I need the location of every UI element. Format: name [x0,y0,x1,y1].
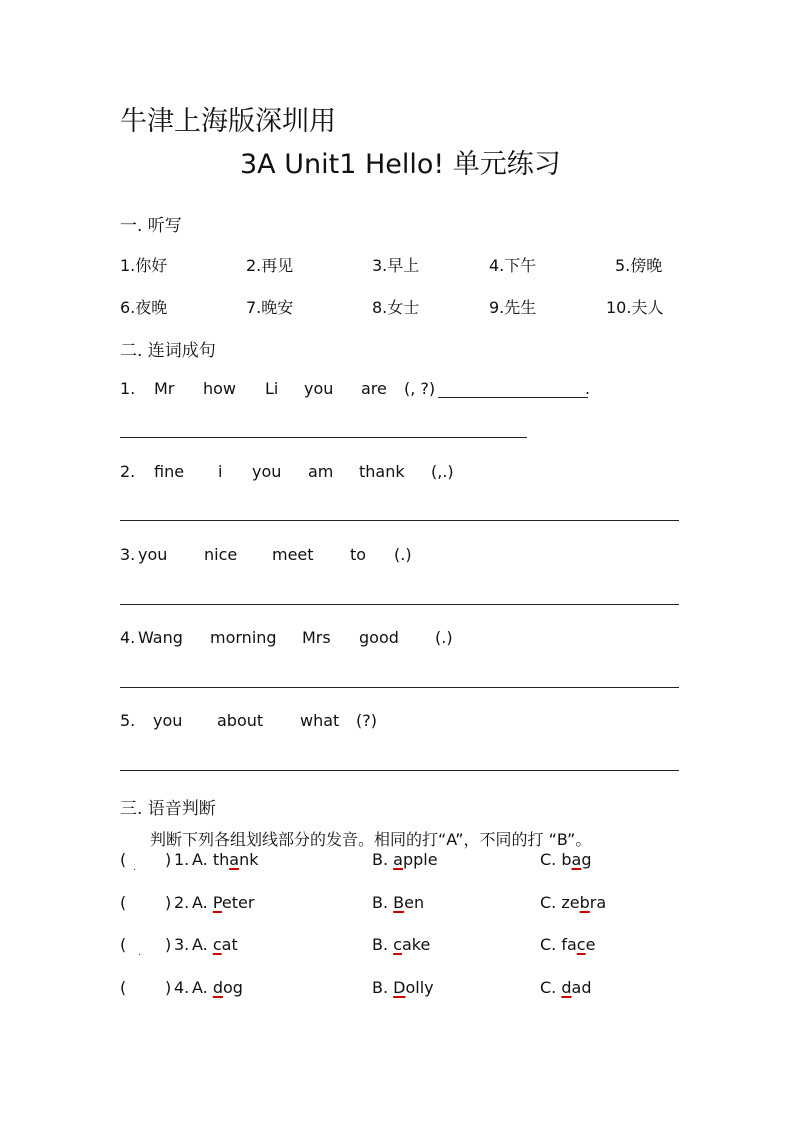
scrambled-word: nice [204,545,238,564]
scrambled-word: good [359,628,399,647]
punctuation-hint: (.) [394,545,412,564]
underlined-letter: d [561,978,572,997]
question-number: 3. [120,545,136,564]
answer-paren-open: ( [120,850,127,869]
underlined-letter: D [393,978,406,997]
punctuation-hint: (.) [435,628,453,647]
section2-heading: 二. 连词成句 [120,341,216,361]
scrambled-word: morning [210,628,277,647]
phonics-question-number: 2. [174,893,190,912]
question-number: 5. [120,711,136,730]
scrambled-word: you [138,545,168,564]
scrambled-word: meet [272,545,314,564]
option-b: B. Ben [372,893,425,912]
section3-instruction: 判断下列各组划线部分的发音。相同的打“A”，不同的打 “B”。 [150,830,592,849]
option-c: C. dad [540,978,592,997]
phonics-question-number: 3. [174,935,190,954]
answer-line[interactable] [120,604,679,605]
dictation-item: 6.夜晚 [120,298,168,317]
worksheet-title-publisher: 牛津上海版深圳用 [120,106,336,137]
underlined-letter: b [579,893,590,912]
option-b: B. cake [372,935,431,954]
scrambled-word: Li [265,379,279,398]
answer-line[interactable] [438,397,588,398]
dictation-item: 9.先生 [489,298,537,317]
trailing-period: . [585,379,591,398]
answer-paren-open: ( [120,935,127,954]
scrambled-word: you [252,462,282,481]
option-a: A. dog [192,978,243,997]
dictation-item: 7.晚安 [246,298,294,317]
dictation-item: 1.你好 [120,256,168,275]
answer-blank-mark[interactable]: . [133,862,137,873]
underlined-letter: P [212,893,222,912]
scrambled-word: are [361,379,387,398]
underlined-letter: d [212,978,223,997]
option-a: A. Peter [192,893,255,912]
option-c: C. bag [540,850,592,869]
scrambled-word: what [300,711,340,730]
dictation-item: 4.下午 [489,256,537,275]
question-number: 4. [120,628,136,647]
scrambled-word: how [203,379,237,398]
dictation-item: 3.早上 [372,256,420,275]
answer-line[interactable] [120,520,679,521]
punctuation-hint: (, ?) [404,379,436,398]
dictation-item: 2.再见 [246,256,294,275]
scrambled-word: about [217,711,264,730]
option-c: C. zebra [540,893,607,912]
scrambled-word: am [308,462,334,481]
dictation-item: 8.女士 [372,298,420,317]
scrambled-word: you [153,711,183,730]
option-c: C. face [540,935,596,954]
underlined-letter: a [229,850,240,869]
underlined-letter: c [576,935,586,954]
option-b: B. apple [372,850,438,869]
punctuation-hint: (,.) [431,462,454,481]
phonics-question-number: 1. [174,850,190,869]
section1-heading: 一. 听写 [120,216,182,236]
option-a: A. thank [192,850,259,869]
answer-line[interactable] [120,437,527,438]
underlined-letter: c [393,935,402,954]
answer-paren-open: ( [120,893,127,912]
punctuation-hint: (?) [356,711,377,730]
answer-line[interactable] [120,770,679,771]
answer-paren-close: ) [165,893,172,912]
scrambled-word: fine [154,462,185,481]
underlined-letter: a [571,850,582,869]
answer-blank-mark[interactable]: . [138,947,142,958]
scrambled-word: to [350,545,367,564]
question-number: 1. [120,379,136,398]
scrambled-word: Mrs [302,628,331,647]
section3-heading: 三. 语音判断 [120,799,216,819]
answer-paren-open: ( [120,978,127,997]
dictation-item: 10.夫人 [606,298,664,317]
worksheet-title-unit: 3A Unit1 Hello! 单元练习 [240,149,561,180]
question-number: 2. [120,462,136,481]
underlined-letter: a [393,850,403,869]
scrambled-word: Mr [154,379,175,398]
scrambled-word: i [218,462,223,481]
answer-paren-close: ) [165,935,172,954]
underlined-letter: c [212,935,222,954]
phonics-question-number: 4. [174,978,190,997]
underlined-letter: B [393,893,405,912]
option-b: B. Dolly [372,978,434,997]
dictation-item: 5.傍晚 [615,256,663,275]
scrambled-word: thank [359,462,405,481]
scrambled-word: Wang [138,628,183,647]
answer-line[interactable] [120,687,679,688]
option-a: A. cat [192,935,238,954]
answer-paren-close: ) [165,978,172,997]
answer-paren-close: ) [165,850,172,869]
scrambled-word: you [304,379,334,398]
